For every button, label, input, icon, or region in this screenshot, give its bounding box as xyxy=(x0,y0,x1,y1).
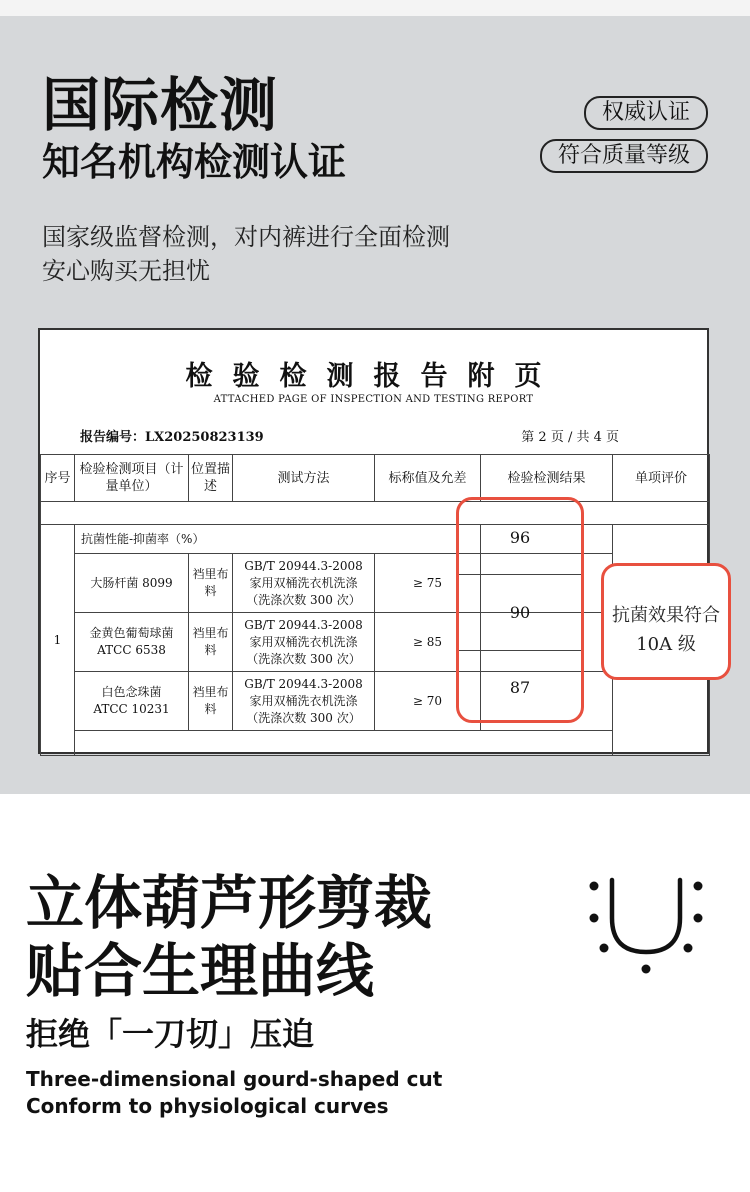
standard-cell: ≥ 75 xyxy=(375,554,481,613)
spacer-row xyxy=(41,502,710,525)
section-subtitle: 知名机构检测认证 xyxy=(42,140,347,184)
feature-title-line-1: 立体葫芦形剪裁 xyxy=(26,869,433,937)
report-number: 报告编号：LX20250823139 xyxy=(80,430,264,445)
section-label: 抗菌性能-抑菌率（%） xyxy=(75,525,481,554)
standard-cell: ≥ 85 xyxy=(375,613,481,672)
standard-cell: ≥ 70 xyxy=(375,672,481,731)
result-divider xyxy=(459,650,581,651)
position-cell: 裆里布料 xyxy=(189,554,233,613)
header-seq: 序号 xyxy=(41,455,75,502)
tag-authority: 权威认证 xyxy=(584,96,708,130)
table-header-row xyxy=(41,455,710,502)
section-title: 国际检测 xyxy=(42,71,279,139)
evaluation-text-line-2: 10A 级 xyxy=(636,634,696,655)
description-line-1: 国家级监督检测，对内裤进行全面检测 xyxy=(42,223,450,251)
top-strip xyxy=(0,0,750,16)
method-cell: GB/T 20944.3-2008 家用双桶洗衣机洗涤 （洗涤次数 300 次） xyxy=(233,672,375,731)
item-cell: 白色念珠菌 ATCC 10231 xyxy=(75,672,189,731)
report-title: 检验检测报告附页 xyxy=(185,361,562,392)
result-divider xyxy=(459,574,581,575)
feature-title-line-2: 贴合生理曲线 xyxy=(26,937,375,1005)
header-result: 检验检测结果 xyxy=(481,455,613,502)
table-row xyxy=(41,672,710,731)
report-subtitle: ATTACHED PAGE OF INSPECTION AND TESTING REPORT xyxy=(213,394,534,405)
result-value-e-coli: 96 xyxy=(509,528,531,547)
english-line-1: Three-dimensional gourd-shaped cut xyxy=(26,1067,443,1091)
description-line-2: 安心购买无担忧 xyxy=(42,257,210,285)
result-value-candida: 87 xyxy=(509,678,531,697)
report-page-info: 第 2 页 / 共 4 页 xyxy=(521,430,619,445)
position-cell: 裆里布料 xyxy=(189,613,233,672)
method-cell: GB/T 20944.3-2008 家用双桶洗衣机洗涤 （洗涤次数 300 次） xyxy=(233,613,375,672)
header-evaluation: 单项评价 xyxy=(613,455,710,502)
section-row xyxy=(41,525,710,554)
header-item: 检验检测项目（计量单位） xyxy=(75,455,189,502)
u-curve-icon xyxy=(584,874,708,984)
header-method: 测试方法 xyxy=(233,455,375,502)
header-position: 位置描述 xyxy=(189,455,233,502)
evaluation-text-line-1: 抗菌效果符合 xyxy=(612,605,720,626)
result-value-staphylococcus: 90 xyxy=(509,603,531,622)
item-cell: 金黄色葡萄球菌 ATCC 6538 xyxy=(75,613,189,672)
item-cell: 大肠杆菌 8099 xyxy=(75,554,189,613)
seq-cell: 1 xyxy=(41,525,75,756)
tail-row xyxy=(41,731,710,756)
feature-tagline: 拒绝「一刀切」压迫 xyxy=(26,1015,315,1053)
position-cell: 裆里布料 xyxy=(189,672,233,731)
english-line-2: Conform to physiological curves xyxy=(26,1094,389,1118)
inspection-report xyxy=(38,328,709,754)
header-standard: 标称值及允差 xyxy=(375,455,481,502)
tag-quality-grade: 符合质量等级 xyxy=(540,139,708,173)
method-cell: GB/T 20944.3-2008 家用双桶洗衣机洗涤 （洗涤次数 300 次） xyxy=(233,554,375,613)
